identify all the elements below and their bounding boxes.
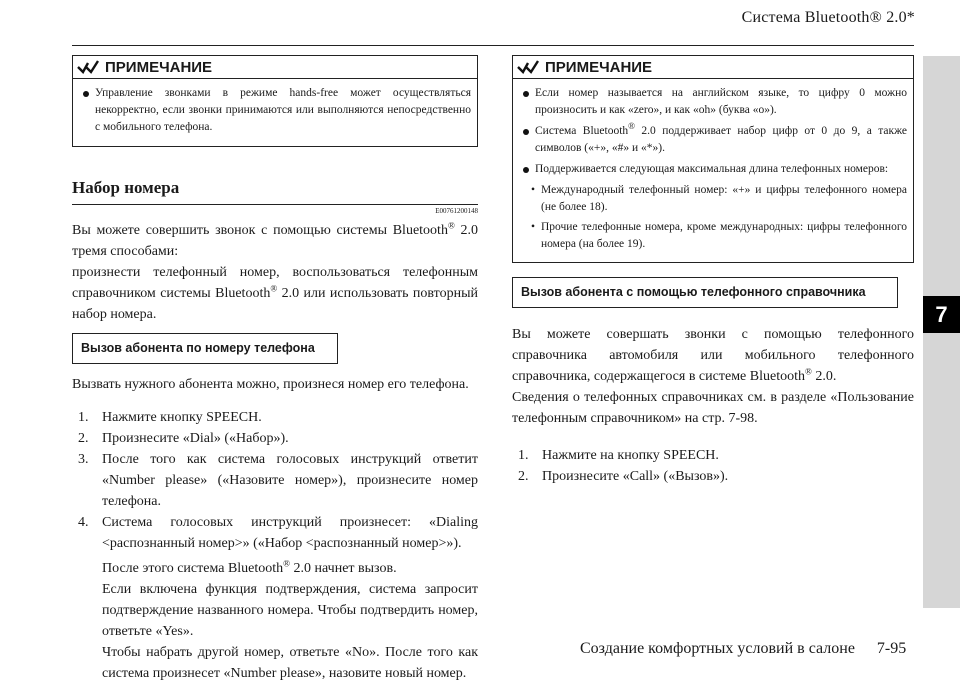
step-followup-1: После этого система Bluetooth® 2.0 начнет вызов. — [102, 558, 397, 576]
intro-paragraph-2: произнести телефонный номер, воспользоваться телефонным справочником системы Bluetooth® 2.0 или использовать повторный набор номера. — [72, 265, 478, 322]
checkmark-icon — [517, 60, 539, 74]
phonebook-paragraph-2: Сведения о телефонных справочниках см. в разделе «Пользование телефонным справочником» на стр. 7-98. — [512, 390, 914, 426]
note-header — [513, 56, 913, 79]
step-followup-2: Если включена функция подтверждения, система запросит подтверждение названного номера. Чтобы подтвердить номер, ответьте «Yes». — [102, 582, 478, 639]
step-item: 4. Система голосовых инструкций произнесет: «Dialing <распознанный номер>» («Набор <распознанный номер>»). — [78, 515, 478, 551]
note-title: ПРИМЕЧАНИЕ — [545, 58, 653, 76]
section-title: Набор номера — [72, 178, 180, 197]
left-column — [72, 55, 478, 684]
note-sub-bullet: • Международный телефонный номер: «+» и цифры телефонного номера (не более 18). — [531, 184, 907, 213]
note-header — [73, 56, 477, 79]
footer-section: Создание комфортных условий в салоне — [580, 640, 855, 657]
step-item: 3. После того как система голосовых инструкций ответит «Number please» («Назовите номер»), произнесите номер телефона. — [78, 452, 478, 509]
step-item: 2. Произнесите «Call» («Вызов»). — [518, 469, 729, 484]
note-bullet: Поддерживается следующая максимальная длина телефонных номеров: — [521, 161, 907, 178]
steps-list — [512, 445, 914, 487]
checkmark-icon — [77, 60, 99, 74]
note-title: ПРИМЕЧАНИЕ — [105, 58, 213, 76]
note-bullet: Система Bluetooth® 2.0 поддерживает набор цифр от 0 до 9, а также символов («+», «#» и «*»). — [521, 123, 907, 157]
intro-paragraph-1: Вы можете совершить звонок с помощью системы Bluetooth® 2.0 тремя способами: — [72, 220, 478, 259]
note-box-left — [72, 55, 478, 147]
page-header-title: Система Bluetooth® 2.0* — [741, 9, 915, 26]
phonebook-paragraph-1: Вы можете совершать звонки с помощью телефонного справочника автомобиля или мобильного телефонного справочника, содержащегося в системе Bluetooth® 2.0. — [512, 327, 914, 384]
step-item: 1. Нажмите кнопку SPEECH. — [78, 410, 262, 425]
note-sub-bullet: • Прочие телефонные номера, кроме международных: цифры телефонного номера (на более 19). — [531, 221, 907, 250]
bullet-icon — [523, 129, 529, 135]
step-followup-3: Чтобы набрать другой номер, ответьте «No». После того как система произнесет «Number please», назовите новый номер. — [102, 645, 478, 681]
chapter-sidebar — [923, 56, 960, 608]
header-divider — [72, 45, 914, 46]
subheading-box: Вызов абонента по номеру телефона — [72, 333, 338, 364]
right-column — [512, 55, 914, 487]
note-bullet: Если номер называется на английском языке, то цифру 0 можно произносить и как «zero», и как «oh» (буква «o»). — [521, 85, 907, 119]
page-footer — [580, 640, 906, 658]
step-item: 2. Произнесите «Dial» («Набор»). — [78, 431, 289, 446]
section-divider — [72, 204, 478, 205]
steps-list — [72, 407, 478, 554]
page-number: 7-95 — [876, 640, 907, 657]
section-code: E00761200148 — [435, 207, 478, 215]
subsection-intro: Вызвать нужного абонента можно, произнеся номер его телефона. — [72, 377, 469, 392]
note-bullet — [81, 85, 471, 136]
note-box-right — [512, 55, 914, 263]
bullet-icon — [523, 167, 529, 173]
subheading-box: Вызов абонента с помощью телефонного справочника — [512, 277, 898, 308]
step-item: 1. Нажмите на кнопку SPEECH. — [518, 448, 719, 463]
bullet-icon — [83, 91, 89, 97]
note-text: Управление звонками в режиме hands-free может осуществляться некорректно, если звонки принимаются или выполняются непосредственно с мобильного телефона. — [95, 87, 471, 133]
bullet-icon — [523, 91, 529, 97]
chapter-tab[interactable]: 7 — [923, 296, 960, 333]
